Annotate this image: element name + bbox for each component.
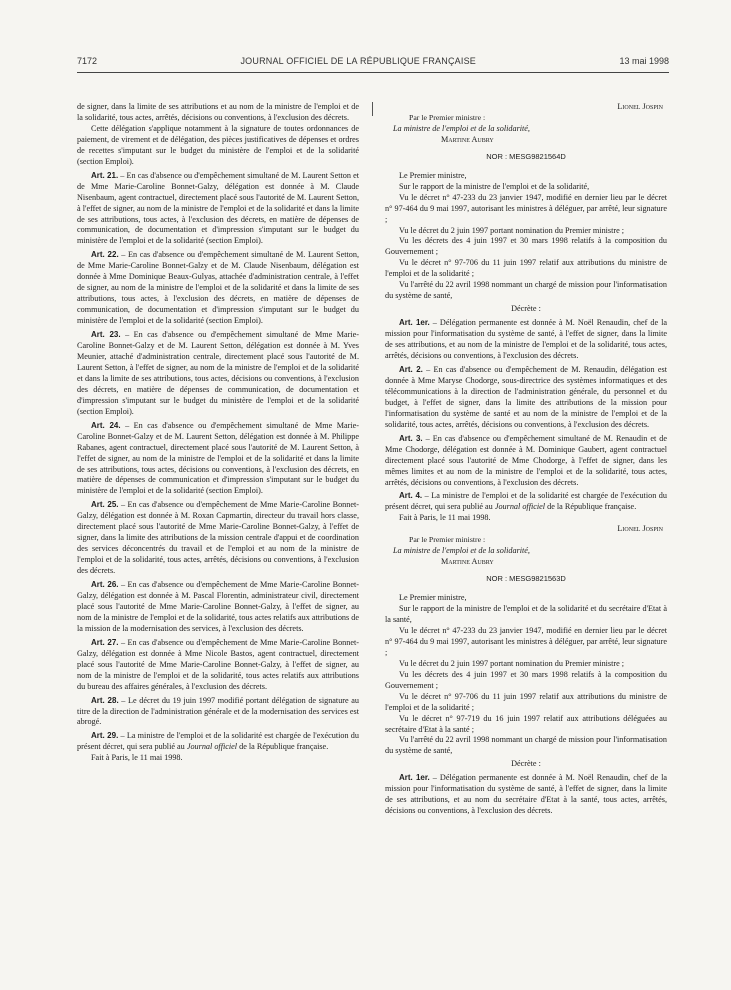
column-separator [372,102,373,116]
signatory-on-behalf: Par le Premier ministre : [409,112,486,122]
page-number: 7172 [77,56,98,66]
article-label: Art. 1er. [399,773,430,783]
article-text: – En cas d'absence ou d'empêchement de M. Renaudin, délégation est donnée à Mme Maryse Chodorge, sous-directrice des systèmes informatiques et des télécommunications à la direction de l'administration générale, du personnel et du budget, à l'effet de signer, dans la limite des attributions de la mission pour l'informatisation du système de santé et au nom de la ministre de l'emploi et de la solidarité, tous actes, arrêtés, décisions ou conventions, à l'exclusion des décrets. [385,364,667,429]
minister-title: La ministre de l'emploi et de la solidarité, [393,123,530,133]
minister-title: La ministre de l'emploi et de la solidarité, [393,546,530,556]
right-column [385,102,667,817]
article-text: – En cas d'absence ou d'empêchement de Mme Marie-Caroline Bonnet-Galzy, délégation est donnée à M. Roxan Capmartin, directeur du travail hors classe, directement placé sous l'autorité de Mme Marie-Caroline Bonnet-Galzy, à l'effet de signer, dans la limite des attributions de la mission centrale d'appui et de coordination des services déconcentrés du travail et de l'emploi et au nom de la ministre de l'emploi et de la solidarité, tous actes, arrêtés, décisions ou conventions, à l'exclusion des décrets. [77,500,360,576]
signatory-name: Lionel Jospin [617,524,663,534]
article-label: Art. 25. [91,500,119,510]
article-2 [385,365,667,431]
article-text: – En cas d'absence ou d'empêchement de Mme Marie-Caroline Bonnet-Galzy, délégation est donnée à M. Pascal Florentin, administrateur civil, directement placé sous l'autorité de Mme Marie-Caroline Bonnet-Galzy, à l'effet de signer, au nom de la ministre de l'emploi et de la solidarité, tous actes relatifs aux attributions de la mission de la modernisation des services, à l'exclusion des décrets. [77,580,360,633]
article-label: Art. 1er. [399,318,430,328]
article-label: Art. 22. [91,250,119,260]
article-27 [77,638,359,693]
article-28 [77,696,359,729]
header-rule [77,72,669,73]
paragraph: Vu le décret n° 97-706 du 11 juin 1997 relatif aux attributions du ministre de l'emploi et de la solidarité ; [385,258,667,279]
article-text: – En cas d'absence ou d'empêchement de Mme Marie-Caroline Bonnet-Galzy, délégation est donnée à Mme Nicole Bastos, agent contractuel, directement placé sous l'autorité de Mme Marie-Caroline Bonnet-Galzy, à l'effet de signer, au nom de la ministre de l'emploi et de la solidarité, tous actes relatifs aux attributions du bureau des affaires générales, à l'exclusion des décrets. [77,637,360,691]
signatory-name: Lionel Jospin [617,102,663,111]
article-1 [385,318,667,362]
left-column [77,102,359,764]
nor-reference: NOR : MESG9821564D [486,151,566,161]
journal-name: Journal officiel [494,502,546,512]
article-26 [77,580,359,635]
article-label: Art. 3. [399,433,423,443]
article-4 [385,491,667,513]
article-label: Art. 27. [91,637,119,647]
article-text: – Délégation permanente est donnée à M. Noël Renaudin, chef de la mission pour l'informatisation du système de santé, à l'effet de signer, dans la limite de ses attributions, et au nom de la ministre de l'emploi et de la solidarité, tous actes, arrêtés, décisions ou conventions, à l'exclusion des décrets. [385,318,668,361]
article-text: – En cas d'absence ou d'empêchement simultané de M. Laurent Setton et de Mme Marie-Caroline Bonnet-Galzy, délégation est donnée à M. Claude Nisenbaum, agent contractuel, directement placé sous l'autorité de M. Laurent Setton, à l'effet de signer, au nom de la ministre de l'emploi et de la solidarité et dans la limite de ses attributions, tous actes, à l'exclusion des décrets, en matière de dépenses de communication, de documentation et d'impression s'imputant sur le budget du ministère de l'emploi et de la solidarité (section Emploi). [77,170,359,246]
article-25 [77,500,359,577]
paragraph: de signer, dans la limite de ses attributions et au nom de la ministre de l'emploi et de la solidarité, tous actes, arrêtés, décisions ou conventions, à l'exclusion des décrets. [77,102,359,122]
paragraph: Le Premier ministre, [399,170,467,180]
article-label: Art. 28. [91,695,119,705]
signature-place-date: Fait à Paris, le 11 mai 1998. [91,753,183,763]
paragraph: Vu l'arrêté du 22 avril 1998 nommant un chargé de mission pour l'informatisation du système de santé, [385,280,667,301]
article-23 [77,330,359,418]
journal-name: Journal officiel [186,742,238,752]
paragraph: Vu les décrets des 4 juin 1997 et 30 mars 1998 relatifs à la composition du Gouvernement ; [385,236,667,257]
paragraph: Vu le décret du 2 juin 1997 portant nomination du Premier ministre ; [399,225,625,235]
minister-name: Martine Aubry [441,557,494,567]
article-1 [385,773,667,817]
article-label: Art. 21. [91,170,119,180]
paragraph: Vu les décrets des 4 juin 1997 et 30 mars 1998 relatifs à la composition du Gouvernement ; [385,669,667,690]
paragraph: Vu l'arrêté du 22 avril 1998 nommant un chargé de mission pour l'informatisation du système de santé, [385,735,667,756]
article-label: Art. 2. [399,364,423,374]
article-29 [77,731,359,753]
paragraph: Vu le décret du 2 juin 1997 portant nomination du Premier ministre ; [399,658,625,668]
article-label: Art. 24. [91,420,121,430]
article-21 [77,171,359,248]
article-22 [77,250,359,327]
signature-place-date: Fait à Paris, le 11 mai 1998. [399,513,491,523]
paragraph: Sur le rapport de la ministre de l'emploi et de la solidarité, [399,181,590,191]
article-text: – La ministre de l'emploi et de la solidarité est chargée de l'exécution du présent décret, qui sera publié au [77,731,359,752]
minister-name: Martine Aubry [441,134,494,144]
article-text: – En cas d'absence ou d'empêchement simultané de Mme Marie-Caroline Bonnet-Galzy et de M. Laurent Setton, délégation est donnée à M. Philippe Rabanes, agent contractuel, directement placé sous l'autorité de M. Laurent Setton, à l'effet de signer, au nom de la ministre de l'emploi et de la solidarité et dans la limite de ses attributions, tous actes, décisions ou conventions, à l'exclusion des décrets, en matière de dépenses de communication et d'impression s'imputant sur le budget du ministère de l'emploi et de la solidarité (section Emploi). [77,420,359,496]
article-label: Art. 23. [91,330,121,340]
decree-heading: Décrète : [511,759,541,769]
article-text: – En cas d'absence ou d'empêchement simultané de Mme Marie-Caroline Bonnet-Galzy et de M. Laurent Setton, délégation est donnée à M. Yves Meunier, attaché d'administration centrale, directement placé sous l'autorité de M. Laurent Setton, à l'effet de signer, au nom de la ministre de l'emploi et de la solidarité et dans la limite de ses attributions, tous actes, décisions ou conventions, à l'exclusion des décrets, en matière de dépenses de communication, de documentation et d'impression s'imputant sur le budget du ministère de l'emploi et de la solidarité (section Emploi). [77,330,359,416]
article-label: Art. 29. [91,731,119,741]
article-label: Art. 26. [91,580,119,590]
article-text-end: de la République française. [545,502,637,512]
journal-title: JOURNAL OFFICIEL DE LA RÉPUBLIQUE FRANÇAISE [240,56,476,66]
article-label: Art. 4. [399,491,423,501]
paragraph: Le Premier ministre, [399,593,467,603]
nor-reference: NOR : MESG9821563D [486,574,566,584]
article-text: – La ministre de l'emploi et de la solidarité est chargée de l'exécution du présent décret, qui sera publié au [385,491,667,512]
paragraph: Sur le rapport de la ministre de l'emploi et de la solidarité et du secrétaire d'Etat à la santé, [385,604,667,624]
paragraph: Vu le décret n° 47-233 du 23 janvier 1947, modifié en dernier lieu par le décret n° 97-464 du 9 mai 1997, autorisant les ministres à déléguer, par arrêté, leur signature ; [385,625,667,657]
paragraph: Cette délégation s'applique notamment à la signature de toutes ordonnances de paiement, de virement et de délégation, des pièces justificatives de dépenses et ordres de recettes s'imputant sur le budget du ministère de l'emploi et de la solidarité (section Emploi). [77,123,359,166]
signatory-on-behalf: Par le Premier ministre : [409,535,486,545]
article-3 [385,434,667,489]
article-24 [77,421,359,498]
paragraph: Vu le décret n° 97-706 du 11 juin 1997 relatif aux attributions du ministre de l'emploi et de la solidarité ; [385,691,667,712]
page-header [77,56,669,70]
article-text: – Délégation permanente est donnée à M. Noël Renaudin, chef de la mission pour l'informatisation du système de santé, à l'effet de signer, dans la limite de ses attributions, et au nom du secrétaire d'Etat à la santé, tous actes, arrêtés, décisions ou conventions, à l'exclusion des décrets. [385,773,668,816]
article-text: – En cas d'absence ou d'empêchement simultané de M. Renaudin et de Mme Chodorge, délégation est donnée à M. Dominique Gaubert, agent contractuel directement placé sous l'autorité de Mme Chodorge, à l'effet de signer, dans les mêmes limites et au nom de la ministre de l'emploi et de la solidarité, tous actes, arrêtés, décisions ou conventions, à l'exclusion des décrets. [385,433,668,487]
article-text: – Le décret du 19 juin 1997 modifié portant délégation de signature au titre de la direction de l'administration générale et de la modernisation des services est abrogé. [77,695,359,727]
decree-heading: Décrète : [511,304,541,314]
paragraph: Vu le décret n° 47-233 du 23 janvier 1947, modifié en dernier lieu par le décret n° 97-464 du 9 mai 1997, autorisant les ministres à déléguer, par arrêté, leur signature ; [385,192,667,224]
paragraph: Vu le décret n° 97-719 du 16 juin 1997 relatif aux attributions déléguées au secrétaire d'Etat à la santé ; [385,713,667,734]
issue-date: 13 mai 1998 [619,56,669,66]
article-text-end: de la République française. [237,742,329,752]
article-text: – En cas d'absence ou d'empêchement simultané de M. Laurent Setton, de Mme Marie-Caroline Bonnet-Galzy et de M. Claude Nisenbaum, délégation est donnée à Mme Dominique Beaux-Gulyas, attachée d'administration centrale, à l'effet de signer, au nom de la ministre de l'emploi et de la solidarité et dans la limite de ses attributions, tous actes, à l'exclusion des décrets, en matière de dépenses de communication, de documentation et d'impression s'imputant sur le budget du ministère de l'emploi et de la solidarité (section Emploi). [77,250,359,326]
